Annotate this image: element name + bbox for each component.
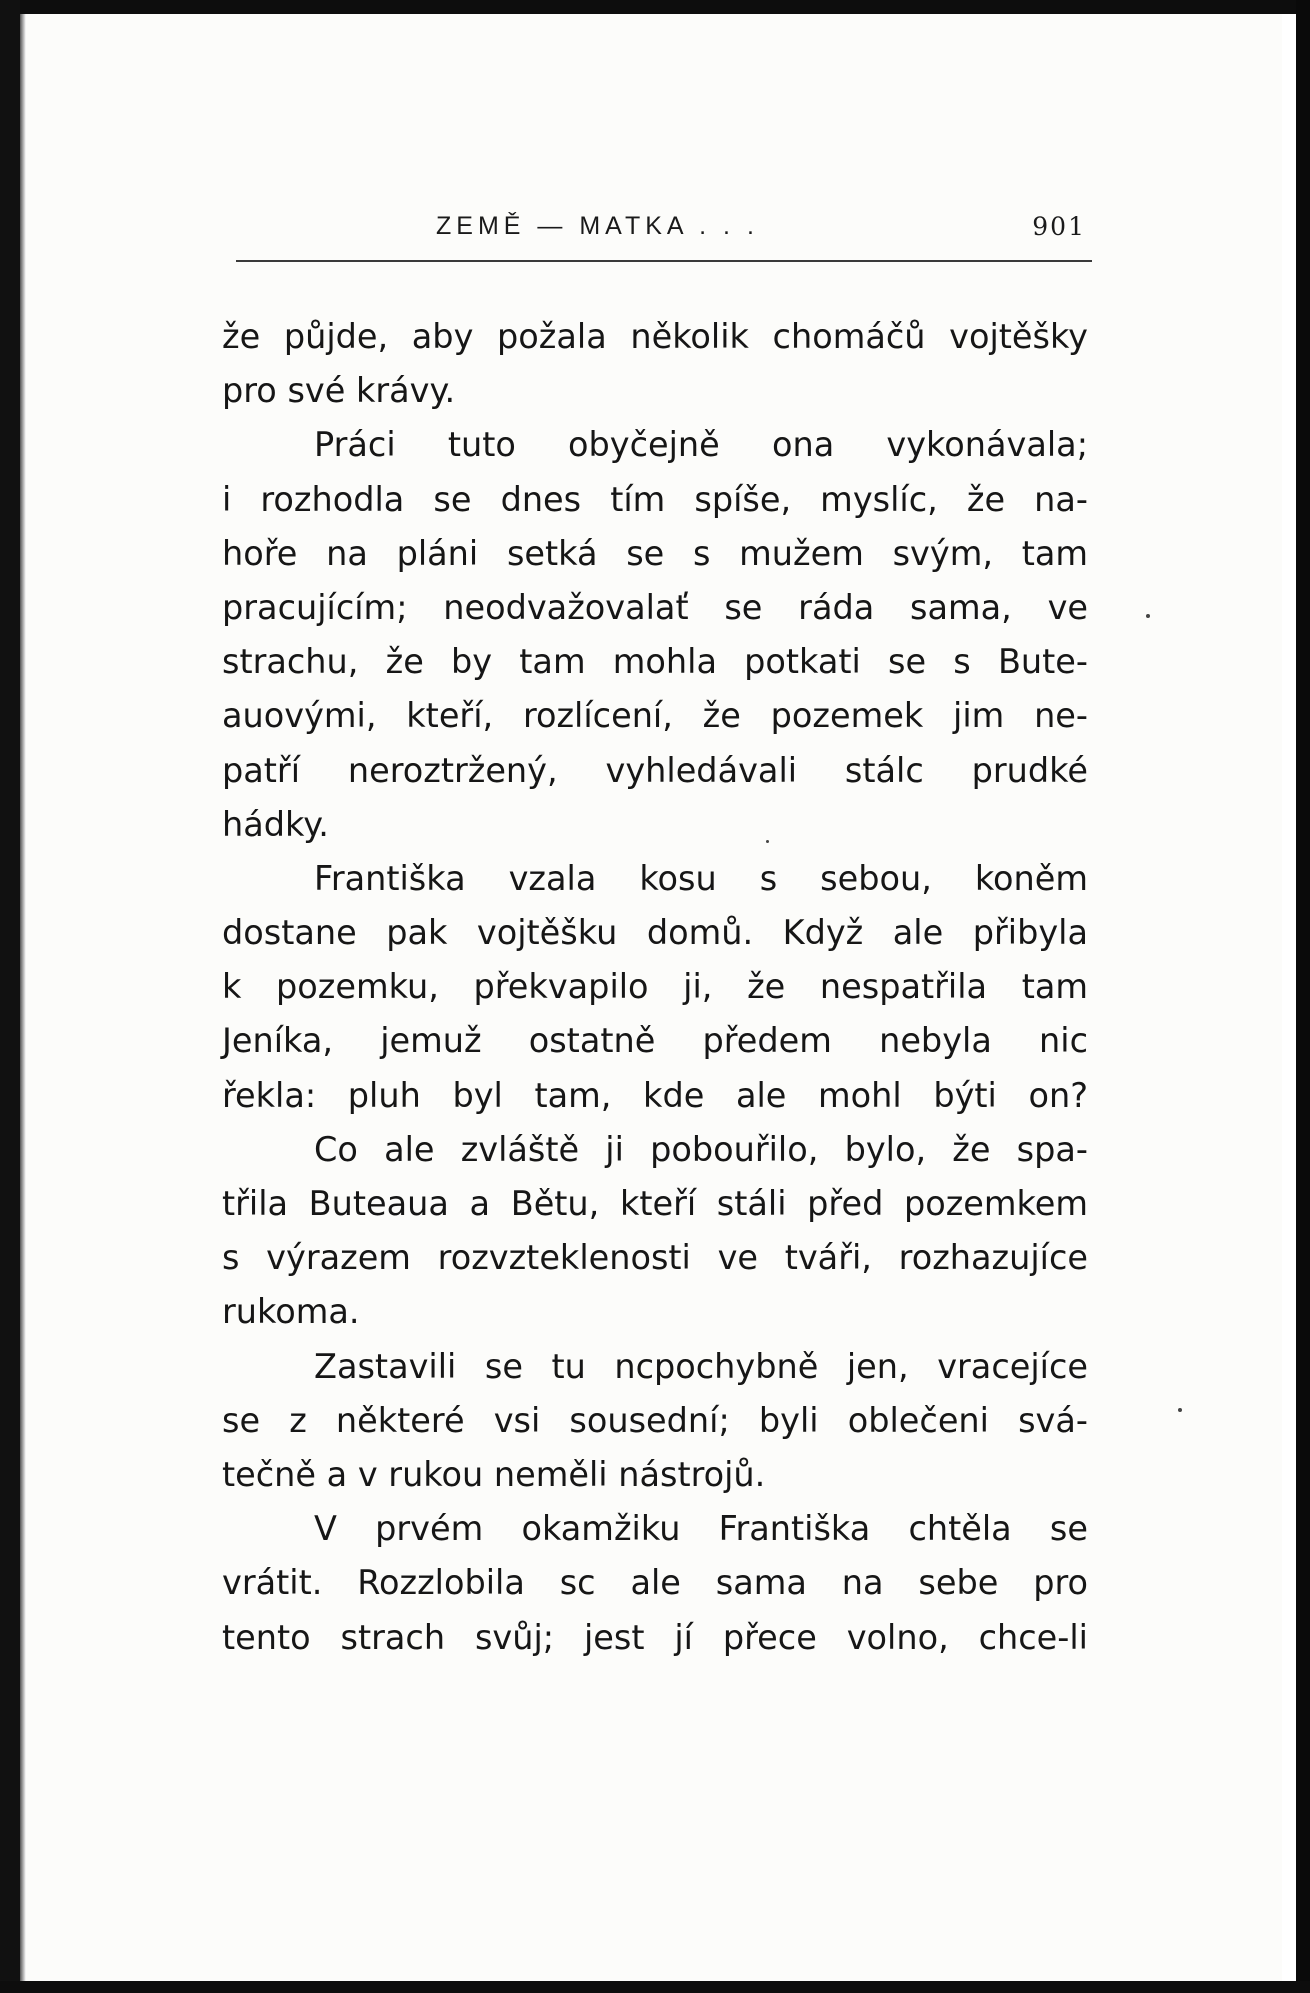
text-line: Františka vzala kosu s sebou, koněm — [314, 858, 1088, 898]
text-line: vrátit. Rozzlobila sc ale sama na sebe pro — [222, 1563, 1088, 1603]
text-line: pro své krávy. — [222, 371, 456, 411]
text-line: že půjde, aby požala několik chomáčů vojtěšky — [222, 317, 1088, 356]
text-line: Jeníka, jemuž ostatně předem nebyla nic — [222, 1021, 1088, 1061]
scan-edge-top — [0, 0, 1310, 14]
text-line: Co ale zvláště ji pobouřilo, bylo, že spa- — [314, 1129, 1088, 1169]
header-rule — [236, 260, 1092, 262]
body-text — [222, 310, 1088, 1665]
text-line: hádky. — [222, 804, 329, 844]
scan-edge-left — [0, 0, 20, 1993]
text-line: s výrazem rozvzteklenosti ve tváři, rozhazujíce — [222, 1238, 1088, 1278]
text-line: strachu, že by tam mohla potkati se s Bute- — [222, 642, 1088, 682]
text-line: hoře na pláni setká se s mužem svým, tam — [222, 533, 1088, 573]
text-line: i rozhodla se dnes tím spíše, myslíc, že na- — [222, 479, 1088, 519]
text-line: tečně a v rukou neměli nástrojů. — [222, 1454, 766, 1494]
text-line: pracujícím; neodvažovalať se ráda sama, ve — [222, 587, 1088, 627]
scan-edge-bottom — [0, 1981, 1310, 1993]
text-line: řekla: pluh byl tam, kde ale mohl býti on? — [222, 1075, 1088, 1115]
scan-edge-right — [1296, 0, 1310, 1993]
text-line: se z některé vsi sousední; byli oblečeni svá- — [222, 1400, 1088, 1440]
text-line: k pozemku, překvapilo ji, že nespatřila tam — [222, 967, 1088, 1007]
text-line: patří neroztržený, vyhledávali stálc prudké — [222, 750, 1088, 790]
page-number: 901 — [1032, 212, 1086, 241]
text-line: V prvém okamžiku Františka chtěla se — [314, 1509, 1088, 1549]
text-line: třila Buteaua a Bětu, kteří stáli před pozemkem — [222, 1184, 1088, 1223]
book-page — [26, 14, 1282, 1981]
running-head-title: ZEMĚ — MATKA . . . — [436, 212, 759, 240]
running-head — [236, 212, 1092, 258]
text-line: dostane pak vojtěšku domů. Když ale přibyla — [222, 913, 1088, 953]
paper-speck — [1178, 1408, 1182, 1412]
paper-speck — [766, 840, 769, 843]
text-line: Práci tuto obyčejně ona vykonávala; — [314, 425, 1088, 465]
text-line: Zastavili se tu ncpochybně jen, vracejíce — [314, 1346, 1088, 1386]
text-line: tento strach svůj; jest jí přece volno, chce-li — [222, 1617, 1088, 1657]
text-line: auovými, kteří, rozlícení, že pozemek jim ne- — [222, 696, 1088, 736]
text-line: rukoma. — [222, 1292, 360, 1332]
paper-speck — [1146, 614, 1150, 618]
